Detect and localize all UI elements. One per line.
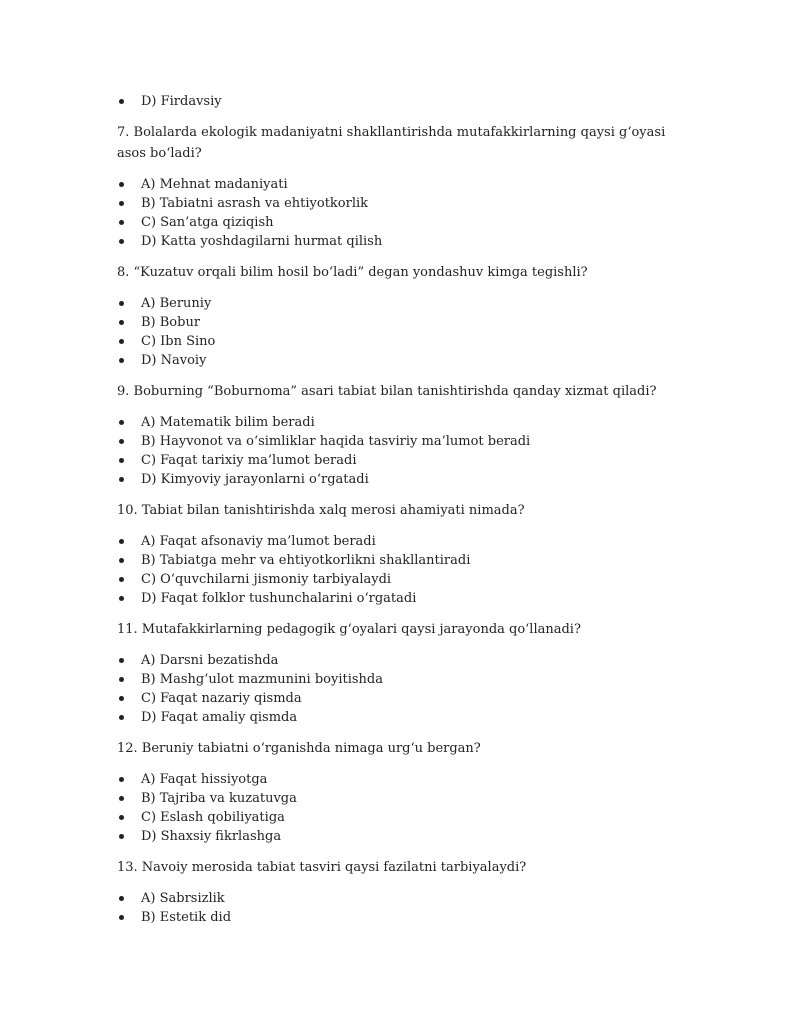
option-item xyxy=(117,770,677,789)
option-item xyxy=(117,689,677,708)
bullet-icon xyxy=(119,577,124,582)
option-text: B) Tajriba va kuzatuvga xyxy=(141,791,297,806)
option-item xyxy=(117,532,677,551)
option-item xyxy=(117,232,677,251)
bullet-icon xyxy=(119,320,124,325)
bullet-icon xyxy=(119,834,124,839)
option-item xyxy=(117,908,677,927)
option-text: B) Tabiatga mehr va ehtiyotkorlikni shakllantiradi xyxy=(141,553,471,568)
option-text: D) Faqat amaliy qismda xyxy=(141,710,298,725)
question-text: 7. Bolalarda ekologik madaniyatni shakllantirishda mutafakkirlarning qaysi g‘oyasi asos bo‘ladi? xyxy=(117,125,666,161)
option-text: A) Beruniy xyxy=(141,296,212,311)
question-text: 8. “Kuzatuv orqali bilim hosil bo‘ladi” degan yondashuv kimga tegishli? xyxy=(117,265,588,280)
bullet-icon xyxy=(119,99,124,104)
option-item xyxy=(117,470,677,489)
bullet-icon xyxy=(119,596,124,601)
option-text: B) Estetik did xyxy=(141,910,232,925)
option-item xyxy=(117,708,677,727)
bullet-icon xyxy=(119,220,124,225)
option-item xyxy=(117,313,677,332)
option-text: B) Bobur xyxy=(141,315,201,330)
bullet-icon xyxy=(119,696,124,701)
option-item xyxy=(117,589,677,608)
bullet-icon xyxy=(119,558,124,563)
option-text: A) Matematik bilim beradi xyxy=(141,415,315,430)
option-text: D) Kimyoviy jarayonlarni o‘rgatadi xyxy=(141,472,369,487)
bullet-icon xyxy=(119,239,124,244)
option-item xyxy=(117,827,677,846)
bullet-icon xyxy=(119,896,124,901)
options-list xyxy=(117,889,677,927)
option-text: B) Mashg‘ulot mazmunini boyitishda xyxy=(141,672,383,687)
options-list xyxy=(117,413,677,489)
bullet-icon xyxy=(119,539,124,544)
option-text: B) Hayvonot va o‘simliklar haqida tasviriy ma’lumot beradi xyxy=(141,434,531,449)
option-item xyxy=(117,551,677,570)
option-text: C) Eslash qobiliyatiga xyxy=(141,810,285,825)
bullet-icon xyxy=(119,201,124,206)
option-text: A) Faqat afsonaviy ma’lumot beradi xyxy=(141,534,376,549)
option-text: D) Katta yoshdagilarni hurmat qilish xyxy=(141,234,383,249)
option-text: A) Faqat hissiyotga xyxy=(141,772,268,787)
options-list xyxy=(117,770,677,846)
option-item xyxy=(117,432,677,451)
option-text: D) Shaxsiy fikrlashga xyxy=(141,829,282,844)
option-item xyxy=(117,789,677,808)
bullet-icon xyxy=(119,358,124,363)
option-item xyxy=(117,570,677,589)
options-list xyxy=(117,294,677,370)
options-list-q6 xyxy=(117,92,677,111)
bullet-icon xyxy=(119,777,124,782)
question-text: 12. Beruniy tabiatni o‘rganishda nimaga urg‘u bergan? xyxy=(117,741,481,756)
option-item xyxy=(117,889,677,908)
option-text: C) San’atga qiziqish xyxy=(141,215,274,230)
bullet-icon xyxy=(119,439,124,444)
option-text: D) Navoiy xyxy=(141,353,207,368)
options-list xyxy=(117,175,677,251)
option-item xyxy=(117,351,677,370)
question-text: 9. Boburning “Boburnoma” asari tabiat bilan tanishtirishda qanday xizmat qiladi? xyxy=(117,384,657,399)
bullet-icon xyxy=(119,339,124,344)
option-text: C) Faqat nazariy qismda xyxy=(141,691,302,706)
option-item xyxy=(117,451,677,470)
bullet-icon xyxy=(119,658,124,663)
bullet-icon xyxy=(119,677,124,682)
option-item xyxy=(117,332,677,351)
option-text: A) Darsni bezatishda xyxy=(141,653,279,668)
option-item xyxy=(117,213,677,232)
question-text: 13. Navoiy merosida tabiat tasviri qaysi fazilatni tarbiyalaydi? xyxy=(117,860,527,875)
option-text: A) Sabrsizlik xyxy=(141,891,225,906)
option-text: D) Firdavsiy xyxy=(141,94,222,109)
bullet-icon xyxy=(119,815,124,820)
bullet-icon xyxy=(119,420,124,425)
option-item xyxy=(117,175,677,194)
option-item xyxy=(117,413,677,432)
question-text: 11. Mutafakkirlarning pedagogik g‘oyalari qaysi jarayonda qo‘llanadi? xyxy=(117,622,581,637)
document-content xyxy=(117,90,677,938)
bullet-icon xyxy=(119,715,124,720)
option-text: C) Faqat tarixiy ma’lumot beradi xyxy=(141,453,357,468)
bullet-icon xyxy=(119,915,124,920)
bullet-icon xyxy=(119,796,124,801)
options-list xyxy=(117,651,677,727)
option-item xyxy=(117,651,677,670)
option-text: B) Tabiatni asrash va ehtiyotkorlik xyxy=(141,196,369,211)
option-text: A) Mehnat madaniyati xyxy=(141,177,288,192)
option-item xyxy=(117,670,677,689)
bullet-icon xyxy=(119,477,124,482)
bullet-icon xyxy=(119,182,124,187)
bullet-icon xyxy=(119,301,124,306)
option-text: D) Faqat folklor tushunchalarini o‘rgatadi xyxy=(141,591,417,606)
option-item xyxy=(117,194,677,213)
option-text: C) Ibn Sino xyxy=(141,334,216,349)
option-text: C) O‘quvchilarni jismoniy tarbiyalaydi xyxy=(141,572,392,587)
option-item xyxy=(117,92,677,111)
option-item xyxy=(117,808,677,827)
bullet-icon xyxy=(119,458,124,463)
question-text: 10. Tabiat bilan tanishtirishda xalq merosi ahamiyati nimada? xyxy=(117,503,525,518)
options-list xyxy=(117,532,677,608)
option-item xyxy=(117,294,677,313)
